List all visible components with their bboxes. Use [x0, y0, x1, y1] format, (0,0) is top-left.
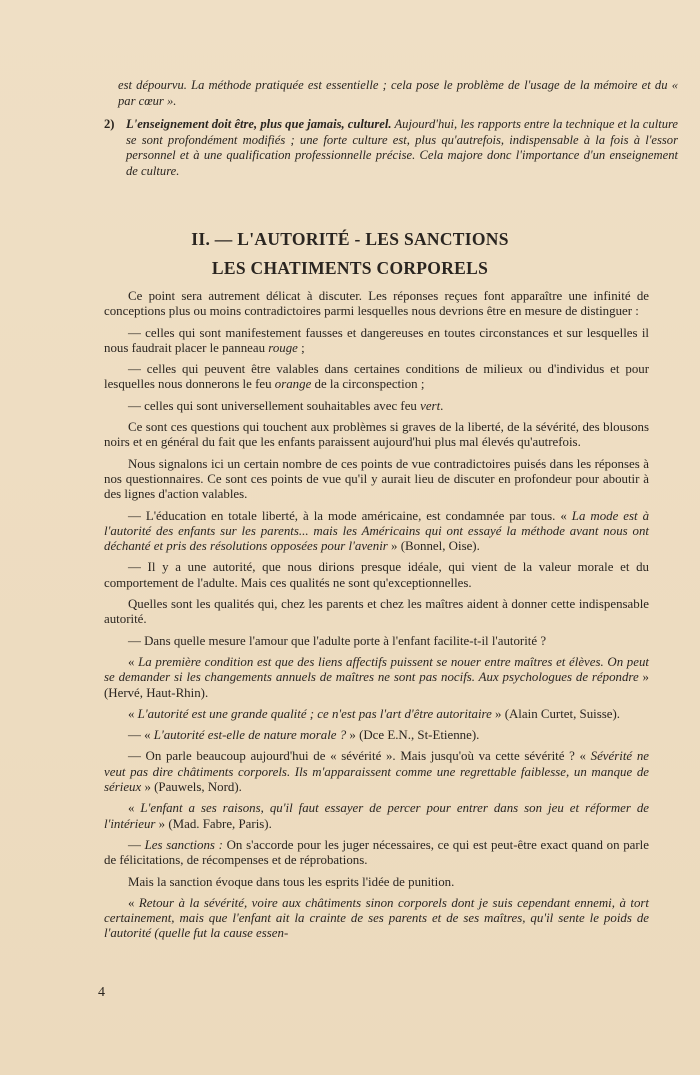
intro-paragraph: est dépourvu. La méthode pratiquée est essentielle ; cela pose le problème de l'usage de la mémoire et du « par cœur ». [118, 78, 678, 108]
list-item-text [126, 117, 678, 179]
quote-paragraph: « La première condition est que des liens affectifs puissent se nouer entre maîtres et élèves. On peut se demander si les changements annuels de maîtres ne sont pas nocifs. Aux psychologues de répondre » (Hervé, Haut-Rhin). [104, 654, 649, 700]
paragraph: Mais la sanction évoque dans tous les esprits l'idée de punition. [128, 874, 455, 889]
paragraph: — Dans quelle mesure l'amour que l'adulte porte à l'enfant facilite-t-il l'autorité ? [128, 633, 547, 648]
paragraph: Nous signalons ici un certain nombre de ces points de vue contradictoires puisés dans les réponses à nos questionnaires. Ce sont ces points de vue qu'il y aurait lieu de discuter en profondeur pour aboutir à des lignes d'action valables. [104, 456, 649, 502]
paragraph: — celles qui peuvent être valables dans certaines conditions de milieux ou d'individus et pour lesquelles nous donnerons le feu orange de la circonspection ; [104, 362, 649, 392]
paragraph: Ce point sera autrement délicat à discuter. Les réponses reçues font apparaître une infinité de conceptions plus ou moins contradictoires parmi lesquelles nous devrions être en mesure de distinguer : [104, 289, 649, 319]
body-text [104, 289, 649, 948]
quote-paragraph: — On parle beaucoup aujourd'hui de « sévérité ». Mais jusqu'où va cette sévérité ? « Sévérité ne veut pas dire châtiments corporels. Ils m'apparaissent comme une regrettable faiblesse, un manque de sérieux » (Pauwels, Nord). [104, 749, 649, 795]
paragraph: Quelles sont les qualités qui, chez les parents et chez les maîtres aident à donner cette indispensable autorité. [104, 597, 649, 627]
paragraph: — L'éducation en totale liberté, à la mode américaine, est condamnée par tous. « La mode est à l'autorité des enfants sur les parents... mais les Américains qui ont essayé la méthode avant nous ont déchanté et pris des résolutions opposées pour l'avenir » (Bonnel, Oise). [104, 508, 650, 554]
quote-paragraph: « L'autorité est une grande qualité ; ce n'est pas l'art d'être autoritaire » (Alain Curtet, Suisse). [128, 706, 620, 721]
section-subheading: LES CHATIMENTS CORPORELS [211, 258, 489, 278]
list-item-2 [104, 117, 678, 179]
quote-paragraph: — « L'autorité est-elle de nature morale ? » (Dce E.N., St-Etienne). [128, 728, 480, 743]
page-number: 4 [98, 985, 105, 1000]
paragraph: — celles qui sont universellement souhaitables avec feu vert. [128, 398, 444, 413]
paragraph: — Il y a une autorité, que nous dirions presque idéale, qui vient de la valeur morale et du comportement de l'adulte. Mais ces qualités ne sont qu'exceptionnelles. [104, 560, 649, 590]
paragraph: Ce sont ces questions qui touchent aux problèmes si graves de la liberté, de la sévérité, des blousons noirs et en général du fait que les enfants paraissent aujourd'hui plus mal élevés qu'autrefois. [104, 420, 649, 450]
quote-paragraph: « L'enfant a ses raisons, qu'il faut essayer de percer pour entrer dans son jeu et réformer de l'intérieur » (Mad. Fabre, Paris). [104, 801, 649, 831]
list-number: 2) [104, 117, 115, 132]
list-item-rest: Aujourd'hui, les rapports entre la technique et la culture se sont profondément modifiés ; une forte culture est, plus qu'autrefois, indispensable à la fois à l'essor personnel et à une qualification professionnelle précise. Cela majore donc l'importance d'un enseignement de culture. [126, 117, 679, 178]
list-item-lead: L'enseignement doit être, plus que jamais, culturel. [126, 117, 392, 132]
section-heading: II. — L'AUTORITÉ - LES SANCTIONS [191, 229, 509, 249]
continued-text [104, 78, 679, 180]
paragraph: — celles qui sont manifestement fausses et dangereuses en toutes circonstances et sur lesquelles il nous faudrait placer le panneau rouge ; [104, 325, 649, 355]
quote-paragraph: « Retour à la sévérité, voire aux châtiments sinon corporels dont je suis cependant ennemi, à tort certainement, mais que l'enfant ait la crainte de ses parents et de ses maîtres, qu'il sente le poids de l'autorité (quelle fut la cause essen- [104, 895, 649, 941]
paragraph: — Les sanctions : On s'accorde pour les juger nécessaires, ce qui est peut-être exact quand on parle de félicitations, de récompenses et de réprobations. [104, 837, 649, 868]
